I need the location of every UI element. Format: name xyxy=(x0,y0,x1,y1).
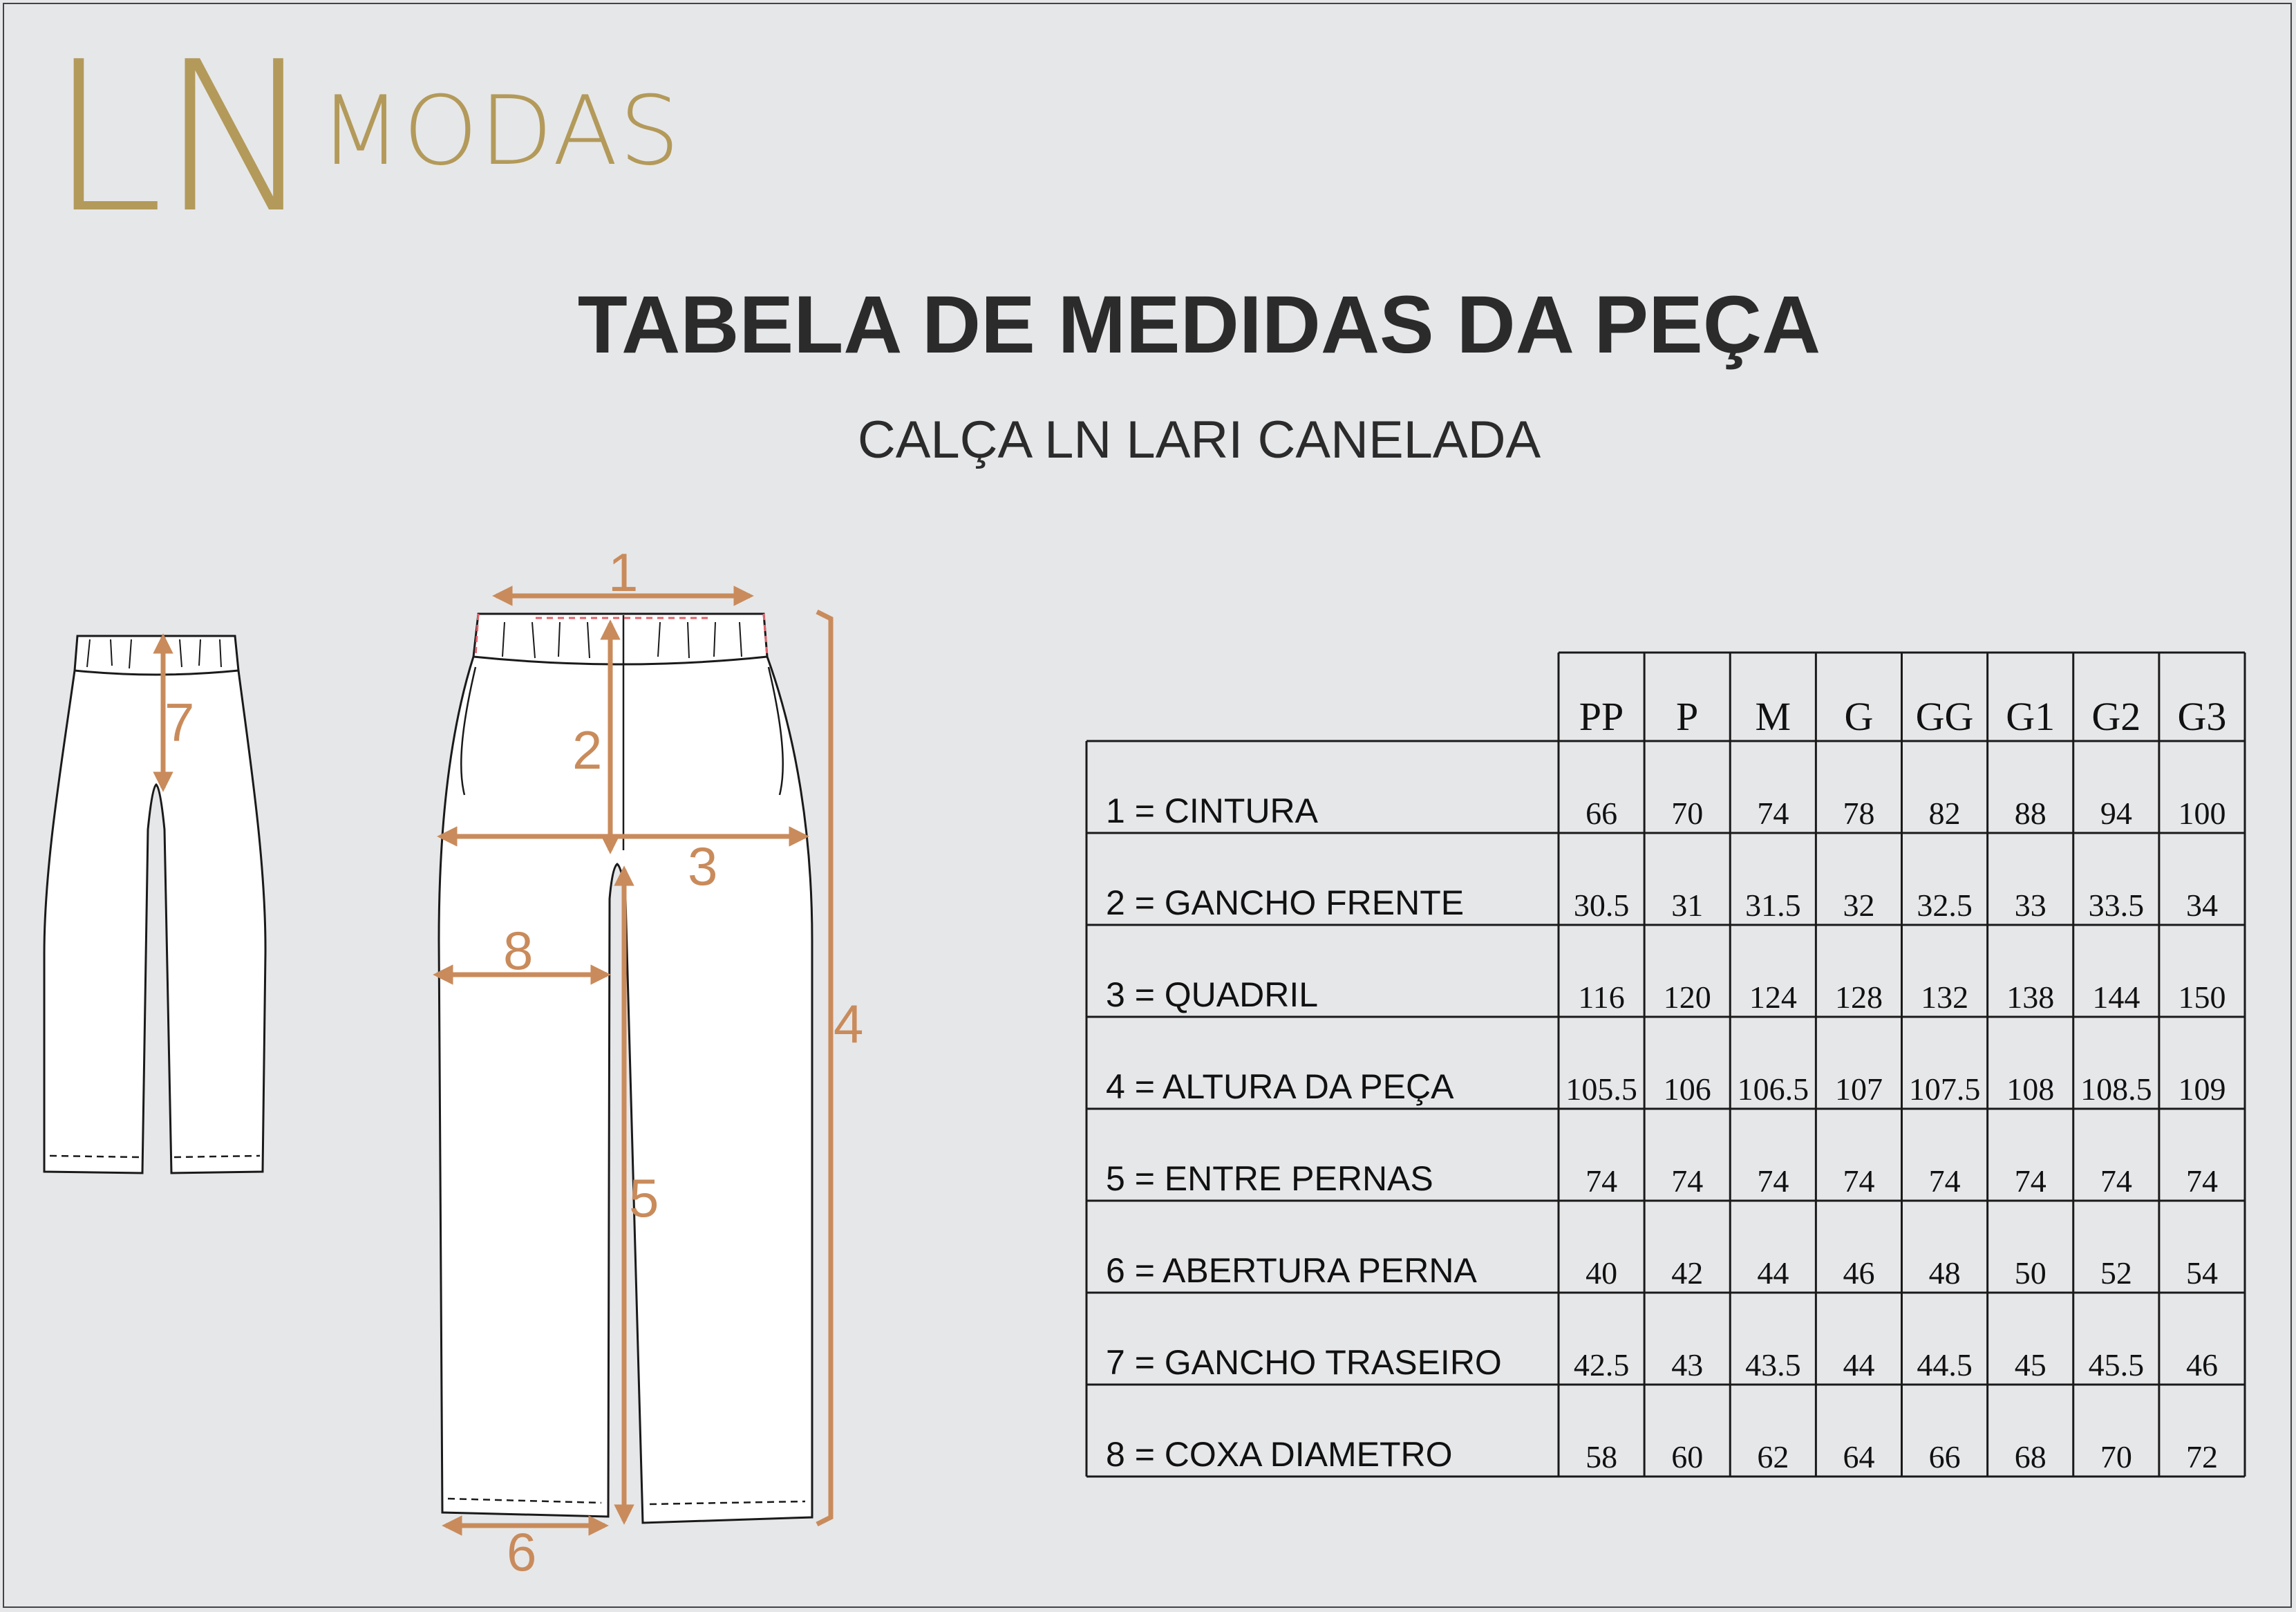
size-header-p: P xyxy=(1676,694,1699,739)
size-table xyxy=(1086,653,2245,1477)
measure-number-7: 7 xyxy=(164,692,195,753)
table-cell: 100 xyxy=(2178,796,2226,831)
table-cell: 82 xyxy=(1928,796,1961,831)
size-header-gg: GG xyxy=(1915,694,1974,739)
table-cell: 42 xyxy=(1671,1255,1704,1291)
table-cell: 66 xyxy=(1585,796,1618,831)
table-cell: 60 xyxy=(1671,1439,1704,1474)
table-cell: 144 xyxy=(2092,980,2140,1015)
table-cell: 45.5 xyxy=(2088,1347,2145,1383)
table-cell: 70 xyxy=(1671,796,1704,831)
table-cell: 74 xyxy=(2100,1163,2132,1199)
table-cell: 106.5 xyxy=(1737,1071,1809,1107)
table-cell: 72 xyxy=(2185,1439,2218,1474)
measure-number-2: 2 xyxy=(572,720,603,780)
table-cell: 74 xyxy=(1757,796,1789,831)
table-cell: 64 xyxy=(1843,1439,1875,1474)
table-cell: 128 xyxy=(1834,980,1883,1015)
table-cell: 58 xyxy=(1585,1439,1618,1474)
row-label: 6 = ABERTURA PERNA xyxy=(1106,1251,1477,1290)
size-header-g2: G2 xyxy=(2091,694,2141,739)
table-cell: 43 xyxy=(1671,1347,1704,1383)
measure-number-3: 3 xyxy=(688,836,718,897)
table-cell: 74 xyxy=(1928,1163,1961,1199)
table-cell: 44 xyxy=(1757,1255,1789,1291)
table-cell: 124 xyxy=(1749,980,1797,1015)
table-cell: 74 xyxy=(1671,1163,1704,1199)
row-label: 2 = GANCHO FRENTE xyxy=(1106,883,1465,922)
table-cell: 74 xyxy=(1585,1163,1618,1199)
size-header-g3: G3 xyxy=(2177,694,2227,739)
size-header-pp: PP xyxy=(1579,694,1624,739)
pants-back-view xyxy=(44,636,265,1173)
table-cell: 74 xyxy=(1757,1163,1789,1199)
table-cell: 48 xyxy=(1928,1255,1961,1291)
table-cell: 52 xyxy=(2100,1255,2132,1291)
row-label: 1 = CINTURA xyxy=(1106,791,1319,830)
table-cell: 31 xyxy=(1671,888,1704,923)
row-label: 8 = COXA DIAMETRO xyxy=(1106,1435,1453,1474)
table-cell: 105.5 xyxy=(1565,1071,1637,1107)
table-cell: 116 xyxy=(1578,980,1625,1015)
table-cell: 138 xyxy=(2006,980,2055,1015)
table-cell: 33.5 xyxy=(2088,888,2145,923)
table-cell: 88 xyxy=(2014,796,2046,831)
table-cell: 31.5 xyxy=(1745,888,1801,923)
table-cell: 62 xyxy=(1757,1439,1789,1474)
table-cell: 78 xyxy=(1843,796,1875,831)
size-header-m: M xyxy=(1755,694,1791,739)
page-title: TABELA DE MEDIDAS DA PEÇA xyxy=(577,279,1821,371)
table-cell: 42.5 xyxy=(1573,1347,1630,1383)
size-header-g1: G1 xyxy=(2006,694,2055,739)
table-cell: 94 xyxy=(2100,796,2132,831)
logo-ln: LN xyxy=(48,17,311,259)
table-cell: 107 xyxy=(1834,1071,1883,1107)
table-cell: 45 xyxy=(2014,1347,2046,1383)
measure-number-1: 1 xyxy=(608,542,639,603)
table-cell: 46 xyxy=(2185,1347,2218,1383)
measure-number-4: 4 xyxy=(834,993,864,1054)
bracket-4-altura xyxy=(817,612,831,1524)
row-label: 7 = GANCHO TRASEIRO xyxy=(1106,1343,1502,1382)
table-cell: 70 xyxy=(2100,1439,2132,1474)
table-cell: 108.5 xyxy=(2080,1071,2152,1107)
table-cell: 50 xyxy=(2014,1255,2046,1291)
table-cell: 44 xyxy=(1843,1347,1875,1383)
table-cell: 132 xyxy=(1921,980,1969,1015)
table-cell: 109 xyxy=(2178,1071,2226,1107)
size-header-g: G xyxy=(1844,694,1874,739)
table-cell: 33 xyxy=(2014,888,2046,923)
measure-number-8: 8 xyxy=(503,920,534,981)
table-cell: 40 xyxy=(1585,1255,1618,1291)
table-cell: 32.5 xyxy=(1917,888,1973,923)
table-cell: 68 xyxy=(2014,1439,2046,1474)
table-cell: 74 xyxy=(1843,1163,1875,1199)
table-cell: 46 xyxy=(1843,1255,1875,1291)
measure-number-5: 5 xyxy=(629,1168,659,1228)
table-cell: 74 xyxy=(2014,1163,2046,1199)
row-label: 3 = QUADRIL xyxy=(1106,975,1319,1014)
table-cell: 107.5 xyxy=(1908,1071,1981,1107)
table-cell: 106 xyxy=(1663,1071,1711,1107)
table-cell: 44.5 xyxy=(1917,1347,1973,1383)
page-subtitle: CALÇA LN LARI CANELADA xyxy=(857,411,1541,469)
table-cell: 32 xyxy=(1843,888,1875,923)
table-cell: 34 xyxy=(2185,888,2218,923)
logo-modas: MODAS xyxy=(319,75,681,187)
table-cell: 108 xyxy=(2006,1071,2055,1107)
table-cell: 43.5 xyxy=(1745,1347,1801,1383)
table-cell: 66 xyxy=(1928,1439,1961,1474)
table-cell: 30.5 xyxy=(1573,888,1630,923)
row-label: 4 = ALTURA DA PEÇA xyxy=(1106,1067,1454,1106)
table-cell: 150 xyxy=(2178,980,2226,1015)
measure-number-6: 6 xyxy=(507,1521,537,1582)
table-cell: 74 xyxy=(2185,1163,2218,1199)
table-cell: 54 xyxy=(2185,1255,2218,1291)
row-label: 5 = ENTRE PERNAS xyxy=(1106,1159,1433,1198)
table-cell: 120 xyxy=(1663,980,1711,1015)
